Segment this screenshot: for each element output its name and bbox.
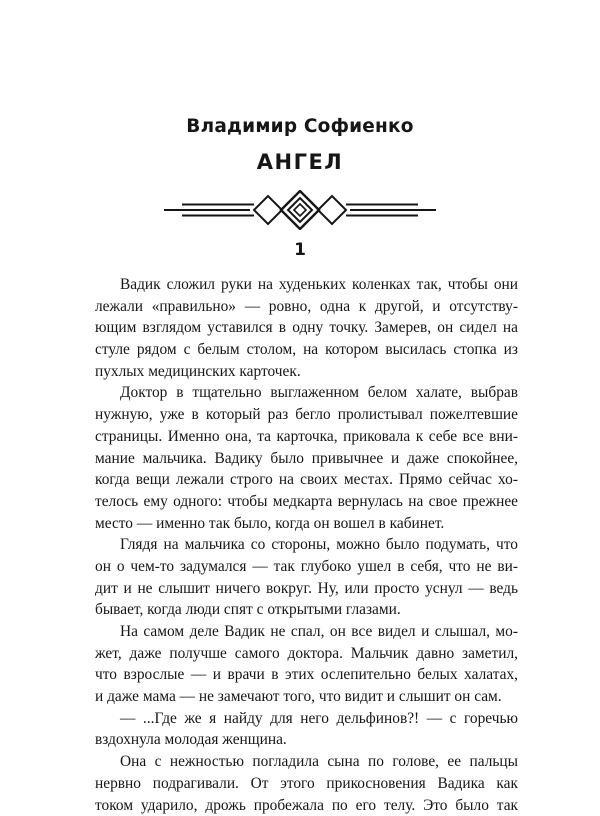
text-line: страницы. Именно она, та карточка, приковала к себе все вни- [95,426,518,448]
text-line: На самом деле Вадик не спал, он все видел и слышал, мо- [95,621,518,643]
text-line: телось ему одного: чтобы медкарта вернулась на свое прежнее [95,491,518,513]
text-line: пухлых медицинских карточек. [95,361,518,383]
text-line: когда вещи лежали строго на своих местах. Прямо сейчас хо- [95,469,518,491]
text-line: нужную, уже в который раз бегло пролистывал пожелтевшие [95,404,518,426]
text-line: Вадик сложил руки на худеньких коленках так, чтобы они [95,274,518,296]
body-text [95,274,518,816]
text-line: стуле рядом с белым столом, на котором высилась стопка из [95,339,518,361]
diamond-ornament-divider-icon [164,190,436,230]
text-line: дит и не слышит ничего вокруг. Ну, или просто уснул — ведь [95,578,518,600]
text-line: током ударило, дрожь пробежала по его телу. Это было так [95,795,518,816]
author-name: Владимир Софиенко [0,116,600,137]
text-line: место — именно так было, когда он вошел в кабинет. [95,513,518,535]
text-line: ющим взглядом уставился в одну точку. Замерев, он сидел на [95,317,518,339]
text-line: бывает, когда люди спят с открытыми глазами. [95,599,518,621]
text-line: жет, даже получше самого доктора. Мальчик давно заметил, [95,643,518,665]
text-line: лежали «правильно» — ровно, одна к другой, и отсутству- [95,296,518,318]
text-line: мание мальчика. Вадику было привычнее и даже спокойнее, [95,448,518,470]
text-line: нервно подрагивали. От этого прикосновения Вадика как [95,773,518,795]
text-line: и даже мама — не замечают того, что видит и слышит он сам. [95,686,518,708]
text-line: Глядя на мальчика со стороны, можно было подумать, что [95,534,518,556]
chapter-number: 1 [0,240,600,260]
story-title: АНГЕЛ [0,150,600,174]
text-line: вздохнула молодая женщина. [95,729,518,751]
text-line: — ...Где же я найду для него дельфинов?! — с горечью [95,708,518,730]
text-line: что взрослые — и врачи в этих ослепительно белых халатах, [95,664,518,686]
text-line: Доктор в тщательно выглаженном белом халате, выбрав [95,382,518,404]
text-line: Она с нежностью погладила сына по голове, ее пальцы [95,751,518,773]
text-line: он о чем-то задумался — так глубоко ушел в себя, что не ви- [95,556,518,578]
